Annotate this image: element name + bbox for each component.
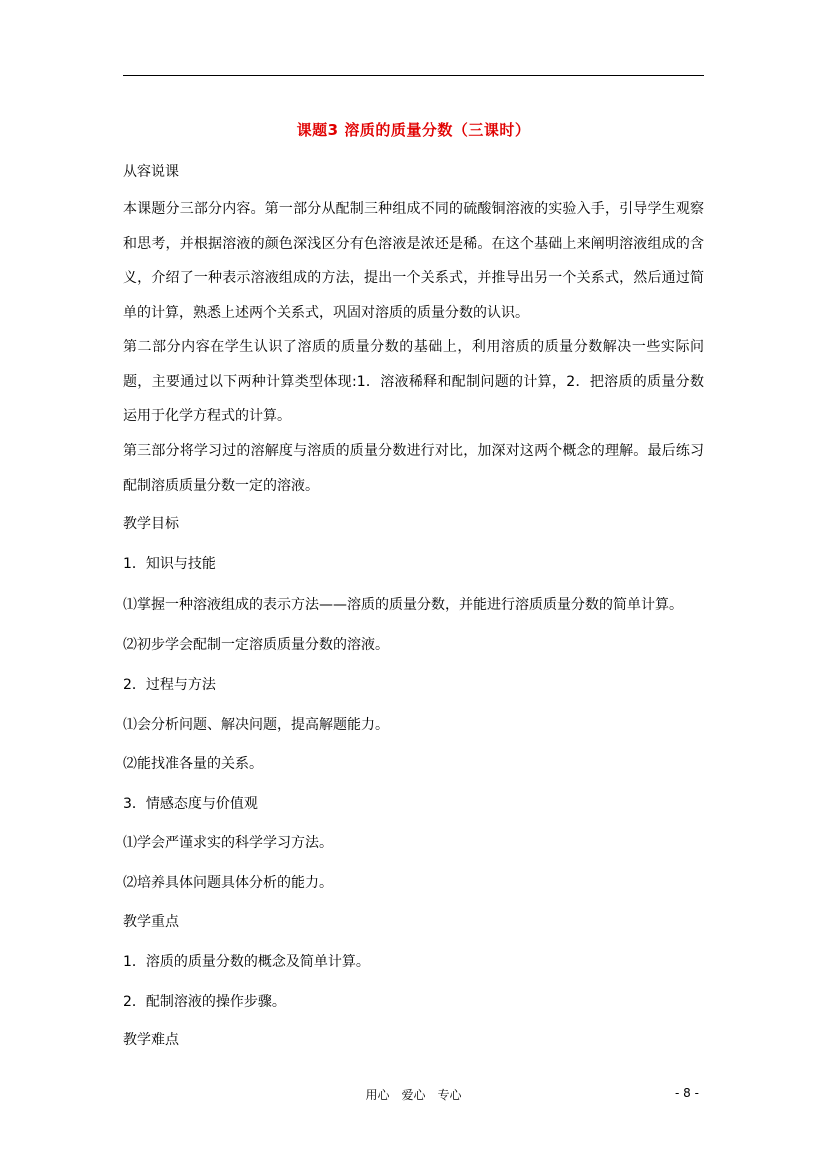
objective-attitude-item-1: ⑴学会严谨求实的科学学习方法。 — [123, 835, 333, 851]
objective-knowledge-item-1: ⑴掌握一种溶液组成的表示方法——溶质的质量分数，并能进行溶质质量分数的简单计算。 — [123, 597, 683, 613]
paragraph-part-three: 第三部分将学习过的溶解度与溶质的质量分数进行对比，加深对这两个概念的理解。最后练习配制溶质质量分数一定的溶液。 — [123, 443, 704, 494]
section-heading-key-points: 教学重点 — [123, 914, 179, 930]
footer-motto: 用心 爱心 专心 — [365, 1088, 462, 1102]
objective-attitude: 3．情感态度与价值观 — [123, 796, 258, 812]
objective-knowledge: 1．知识与技能 — [123, 556, 216, 572]
objective-knowledge-item-2: ⑵初步学会配制一定溶质质量分数的溶液。 — [123, 637, 389, 653]
page-title: 课题3 溶质的质量分数（三课时） — [296, 121, 531, 139]
header-rule — [123, 75, 704, 76]
section-heading-difficulties: 教学难点 — [123, 1032, 179, 1048]
key-point-item-2: 2．配制溶液的操作步骤。 — [123, 994, 286, 1010]
objective-attitude-item-2: ⑵培养具体问题具体分析的能力。 — [123, 875, 333, 891]
section-heading-intro: 从容说课 — [123, 164, 179, 180]
paragraph-part-two: 第二部分内容在学生认识了溶质的质量分数的基础上，利用溶质的质量分数解决一些实际问题，主要通过以下两种计算类型体现:1．溶液稀释和配制问题的计算，2．把溶质的质量分数运用于化学方程式的计算。 — [123, 339, 704, 424]
paragraph-part-one: 本课题分三部分内容。第一部分从配制三种组成不同的硫酸铜溶液的实验入手，引导学生观察和思考，并根据溶液的颜色深浅区分有色溶液是浓还是稀。在这个基础上来阐明溶液组成的含义，介绍了一种表示溶液组成的方法，提出一个关系式，并推导出另一个关系式，然后通过简单的计算，熟悉上述两个关系式，巩固对溶质的质量分数的认识。 — [123, 201, 704, 321]
objective-process-item-2: ⑵能找准各量的关系。 — [123, 756, 263, 772]
objective-process-item-1: ⑴会分析问题、解决问题，提高解题能力。 — [123, 717, 389, 733]
section-heading-objectives: 教学目标 — [123, 516, 179, 532]
page-number: - 8 - — [675, 1086, 699, 1100]
objective-process: 2．过程与方法 — [123, 677, 216, 693]
key-point-item-1: 1．溶质的质量分数的概念及简单计算。 — [123, 954, 370, 970]
